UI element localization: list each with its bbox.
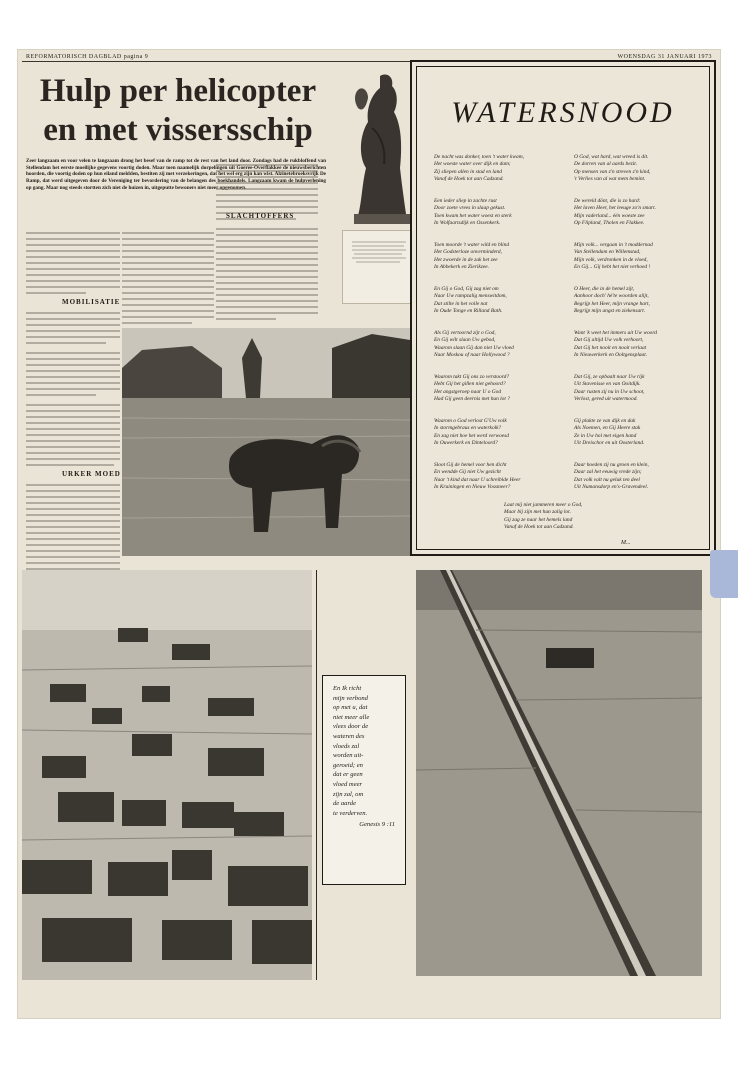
- poem-line: De nacht was donker, toen 't water kwam,: [434, 154, 524, 160]
- poem-stanza: [574, 418, 706, 448]
- poem-final-stanza: [504, 502, 664, 532]
- poem-line: Van Stellendam en Willemstad,: [574, 249, 641, 256]
- poem-line: Dat Gij altijd Uw volk verhoort,: [574, 337, 644, 344]
- poem-line: Dat stilte in het volle nat: [434, 300, 488, 307]
- column-divider: [316, 570, 317, 980]
- body-column-3b: [216, 226, 318, 326]
- poem-line: In Nieuwerkerk en Ooltgensplaat.: [574, 352, 648, 359]
- article-headline: Hulp per helicopter en met vissersschip: [39, 73, 317, 148]
- bible-line: de aarde: [333, 800, 357, 808]
- poem-line: Daar zal het eeuwig vrede zijn;: [574, 469, 642, 476]
- poem-line: Laat mij niet jammeren meer o God,: [504, 502, 583, 508]
- poem-line: En Gij o God, Gij zag niet om: [434, 286, 499, 292]
- poem-stanza: [434, 330, 566, 360]
- bible-line: te verderven.: [333, 809, 368, 817]
- bible-line: geroeid; en: [333, 761, 363, 769]
- poem-stanza: [574, 462, 706, 492]
- poem-stanza: [434, 374, 566, 404]
- poem-stanza: [434, 286, 566, 316]
- poem-line: Zij sliepen allen in stad en land: [434, 168, 502, 175]
- bible-quote: [333, 684, 395, 818]
- poem-stanza: [434, 418, 566, 448]
- poem-line: Uit Dreischor en uit Oosterland.: [574, 440, 645, 447]
- poem-line: In Ouwerkerk en Dinteloord?: [434, 440, 498, 447]
- poem-line: Daar hoeden zij nu groen en klein,: [574, 462, 649, 468]
- poem-line: Vanaf de Hoek tot aan Cadzand.: [434, 176, 504, 183]
- poem-stanza: [574, 330, 706, 360]
- poem-stanza: [434, 154, 566, 184]
- poem-box: [410, 60, 716, 556]
- poem-line: Dat volk valt nu geluk ten deel: [574, 476, 640, 483]
- poem-line: In Oude Tonge en Rilland Bath.: [434, 308, 503, 315]
- poem-line: Uit Numansdorp en's-Gravendeel.: [574, 484, 649, 491]
- poem-line: En Gij wilt slaan Uw gebod,: [434, 337, 496, 344]
- poem-line: Het zwoerde in de zak het zee: [434, 256, 498, 263]
- poem-line: Hebt Gij het gillen niet gehoord?: [434, 381, 506, 388]
- poem-line: Door zoete vrees in slaap gekust.: [434, 205, 506, 212]
- bible-line: vlees door de: [333, 723, 369, 731]
- poem-line: Naar 't kind dat naar U schreiblde Heer: [434, 476, 521, 483]
- flooded-village-photo: [22, 570, 312, 980]
- poem-line: Waarom o God verlost G'Uw volk: [434, 418, 507, 424]
- poem-line: Gij plakte ze van dijk en dak: [574, 418, 636, 424]
- poem-line: Want 'k weet het immers uit Uw woord: [574, 330, 657, 336]
- poem-stanza: [574, 198, 706, 228]
- bible-quote-box: [322, 675, 406, 885]
- poem-stanza: [574, 242, 706, 272]
- poem-line: Uit Stavenisse en van Ooitdijk.: [574, 381, 641, 388]
- bible-line: niet meer alle: [333, 713, 370, 721]
- body-column-1b: [26, 310, 120, 470]
- bible-line: op met u, dat: [333, 704, 368, 712]
- poem-line: Op mensen van z'n streven z'n kind,: [574, 168, 651, 175]
- poem-line: Gij zag ze naar het hemels land: [504, 516, 573, 523]
- masthead-left: REFORMATORISCH DAGBLAD pagina 9: [26, 54, 149, 60]
- poem-line: En Gij... Gij hebt het niet verhoed !: [574, 264, 651, 271]
- poem-line: Waarom slaan Gij dan niet Uw vloed: [434, 344, 514, 351]
- poem-line: Had Gij geen deernis met hun lot ?: [434, 396, 510, 403]
- poem-line: De dorren van al aards bezit.: [574, 161, 638, 168]
- poem-line: Als Noemen, en Gij Heere stak: [574, 425, 641, 432]
- poem-line: Sloot Gij de hemel voor hen dicht: [434, 462, 507, 468]
- statue-photo: [328, 68, 414, 238]
- poem-stanza: [574, 374, 706, 404]
- poem-line: Naar Uw rampzalig menswitdom,: [434, 293, 507, 300]
- subhead-mobilisatie: MOBILISATIE: [62, 298, 121, 306]
- bible-line: vloed meer: [333, 780, 363, 788]
- poem-line: Het angstgeroep naar U o God: [434, 388, 502, 395]
- poem-line: In Abbekerk en Zierikzee.: [434, 264, 489, 271]
- poem-line: Mijn vaderland... één woeste zee: [574, 212, 645, 219]
- poem-stanza: [574, 286, 706, 316]
- poem-line: 't Verlies van al wat mem bemint.: [574, 176, 646, 183]
- bible-line: zijn zal, om: [333, 790, 364, 798]
- poem-line: Het woeste water over dijk en dam;: [434, 161, 511, 168]
- poem-line: Als Gij vertoornd zijt o God,: [434, 330, 496, 336]
- memorial-plaque: [342, 230, 414, 304]
- poem-line: In stormgebraus en waterkolk?: [434, 425, 502, 432]
- poem-stanza: [434, 198, 566, 228]
- poem-line: In Wolfaartsdijk en Ossenkerk.: [434, 220, 501, 227]
- poem-stanza: [434, 242, 566, 272]
- poem-title: WATERSNOOD: [451, 96, 675, 129]
- poem-line: Begrijp mijn angst en ziekensart.: [574, 308, 646, 315]
- poem-line: In Kruiningen en Nieuw Vossmeer?: [434, 484, 511, 491]
- poem-stanza: [434, 462, 566, 492]
- poem-line: Een ieder sliep in zachte rust: [434, 198, 497, 204]
- masthead-date: WOENSDAG 31 JANUARI 1973: [617, 54, 712, 60]
- poem-line: Verlost, gered uit watermood.: [574, 396, 638, 403]
- poem-line: Toen moorde 't water wild en blind: [434, 242, 510, 248]
- poem-line: En wendde Gij niet Uw gezicht: [434, 469, 501, 476]
- bible-line: worden uit-: [333, 752, 364, 760]
- dike-aerial-photo: [416, 570, 702, 976]
- flood-horse-photo: [122, 328, 410, 556]
- poem-line: Mijn volk... vergaan in 't moddernad: [574, 242, 653, 248]
- poem-line: Mijn volk, verdronken in de vloed,: [574, 256, 648, 263]
- bible-line: vloeds zal: [333, 742, 360, 750]
- bible-line: En Ik richt: [333, 685, 362, 692]
- poem-line: O Heer, die in de hemel zijt,: [574, 286, 635, 292]
- poem-line: Het laven Heer, het leeuge zo'n smart.: [574, 205, 656, 212]
- poem-line: Ze in Uw hol met eigen hand: [574, 432, 637, 439]
- subhead-urker-moed: URKER MOED: [62, 470, 121, 478]
- bible-line: mijn verbond: [333, 694, 368, 702]
- body-column-1: [26, 230, 120, 296]
- poem-line: Waarom takt Gij ons zo verstoord?: [434, 374, 510, 380]
- poem-line: O God, wat hard, wat wreed is dit.: [574, 154, 649, 160]
- poem-line: Het Godsterloze onverminderd,: [434, 249, 502, 256]
- poem-line: Begrijp het Heer, mijn vrange hart,: [574, 300, 650, 307]
- poem-line: Maar bij zijn met hun zalig lot.: [504, 509, 571, 516]
- poem-line: Naar Moskou of naar Hollywood ?: [434, 352, 510, 359]
- poem-signature: M...: [621, 540, 631, 546]
- poem-line: De wereld dönt, die is zo hard:: [574, 198, 641, 204]
- poem-line: Daar rusten zij nu in Uw schoot,: [574, 388, 645, 395]
- newspaper-page: [18, 50, 720, 1018]
- bible-reference: Genesis 9 :11: [359, 821, 395, 829]
- poem-line: En zag niet hoe het werd verwoesd: [434, 432, 509, 439]
- poem-line: Dat Gij het nooit en nooit verlaat: [574, 344, 647, 351]
- poem-line: Toen kwam het water woest en sterk: [434, 212, 512, 219]
- body-column-2: [122, 230, 214, 326]
- paper-clip-note: [710, 550, 738, 598]
- poem-line: Vanaf de Hoek tot aan Cadzand.: [504, 524, 574, 531]
- subhead-slachtoffers: SLACHTOFFERS: [226, 212, 295, 220]
- poem-line: Op Flipland, Tholen en Flakkee.: [574, 220, 645, 227]
- poem-line: Aanhoor doch' hé'te woorden alijt,: [574, 293, 649, 300]
- poem-line: Dat Gij, ze opbaalt naar Uw rijk: [574, 374, 645, 380]
- bible-line: wateren des: [333, 732, 365, 740]
- bible-line: dat er geen: [333, 771, 363, 779]
- article-lead: Zeer langzaam en voor velen te langzaam drong het besef van de ramp tot de rest van het land door. Zondags had de rukbloffend van Stellendam het eerste moeilijke gegevens voortig doden. Maar toen naamelijk dorpelingen uit Goeree-Overflakkee de nieuwsberichten hoorden, die voortig doden op hun eiland meldden, bestiten zij met verzekeringen, dat het wel erg zijn kan wist. Alzinetebroeksvrijk De Ramp, dat werd uitgegeven door de Vereniging ter bevordering van de belangen des boekhandels. Langzaam kwam de hulpverlening op gang. Maar nog steeds stortten zich niet de huizen in, uitgeputte bewoners niet meer opgenomen.: [26, 158, 326, 191]
- poem-stanza: [574, 154, 706, 184]
